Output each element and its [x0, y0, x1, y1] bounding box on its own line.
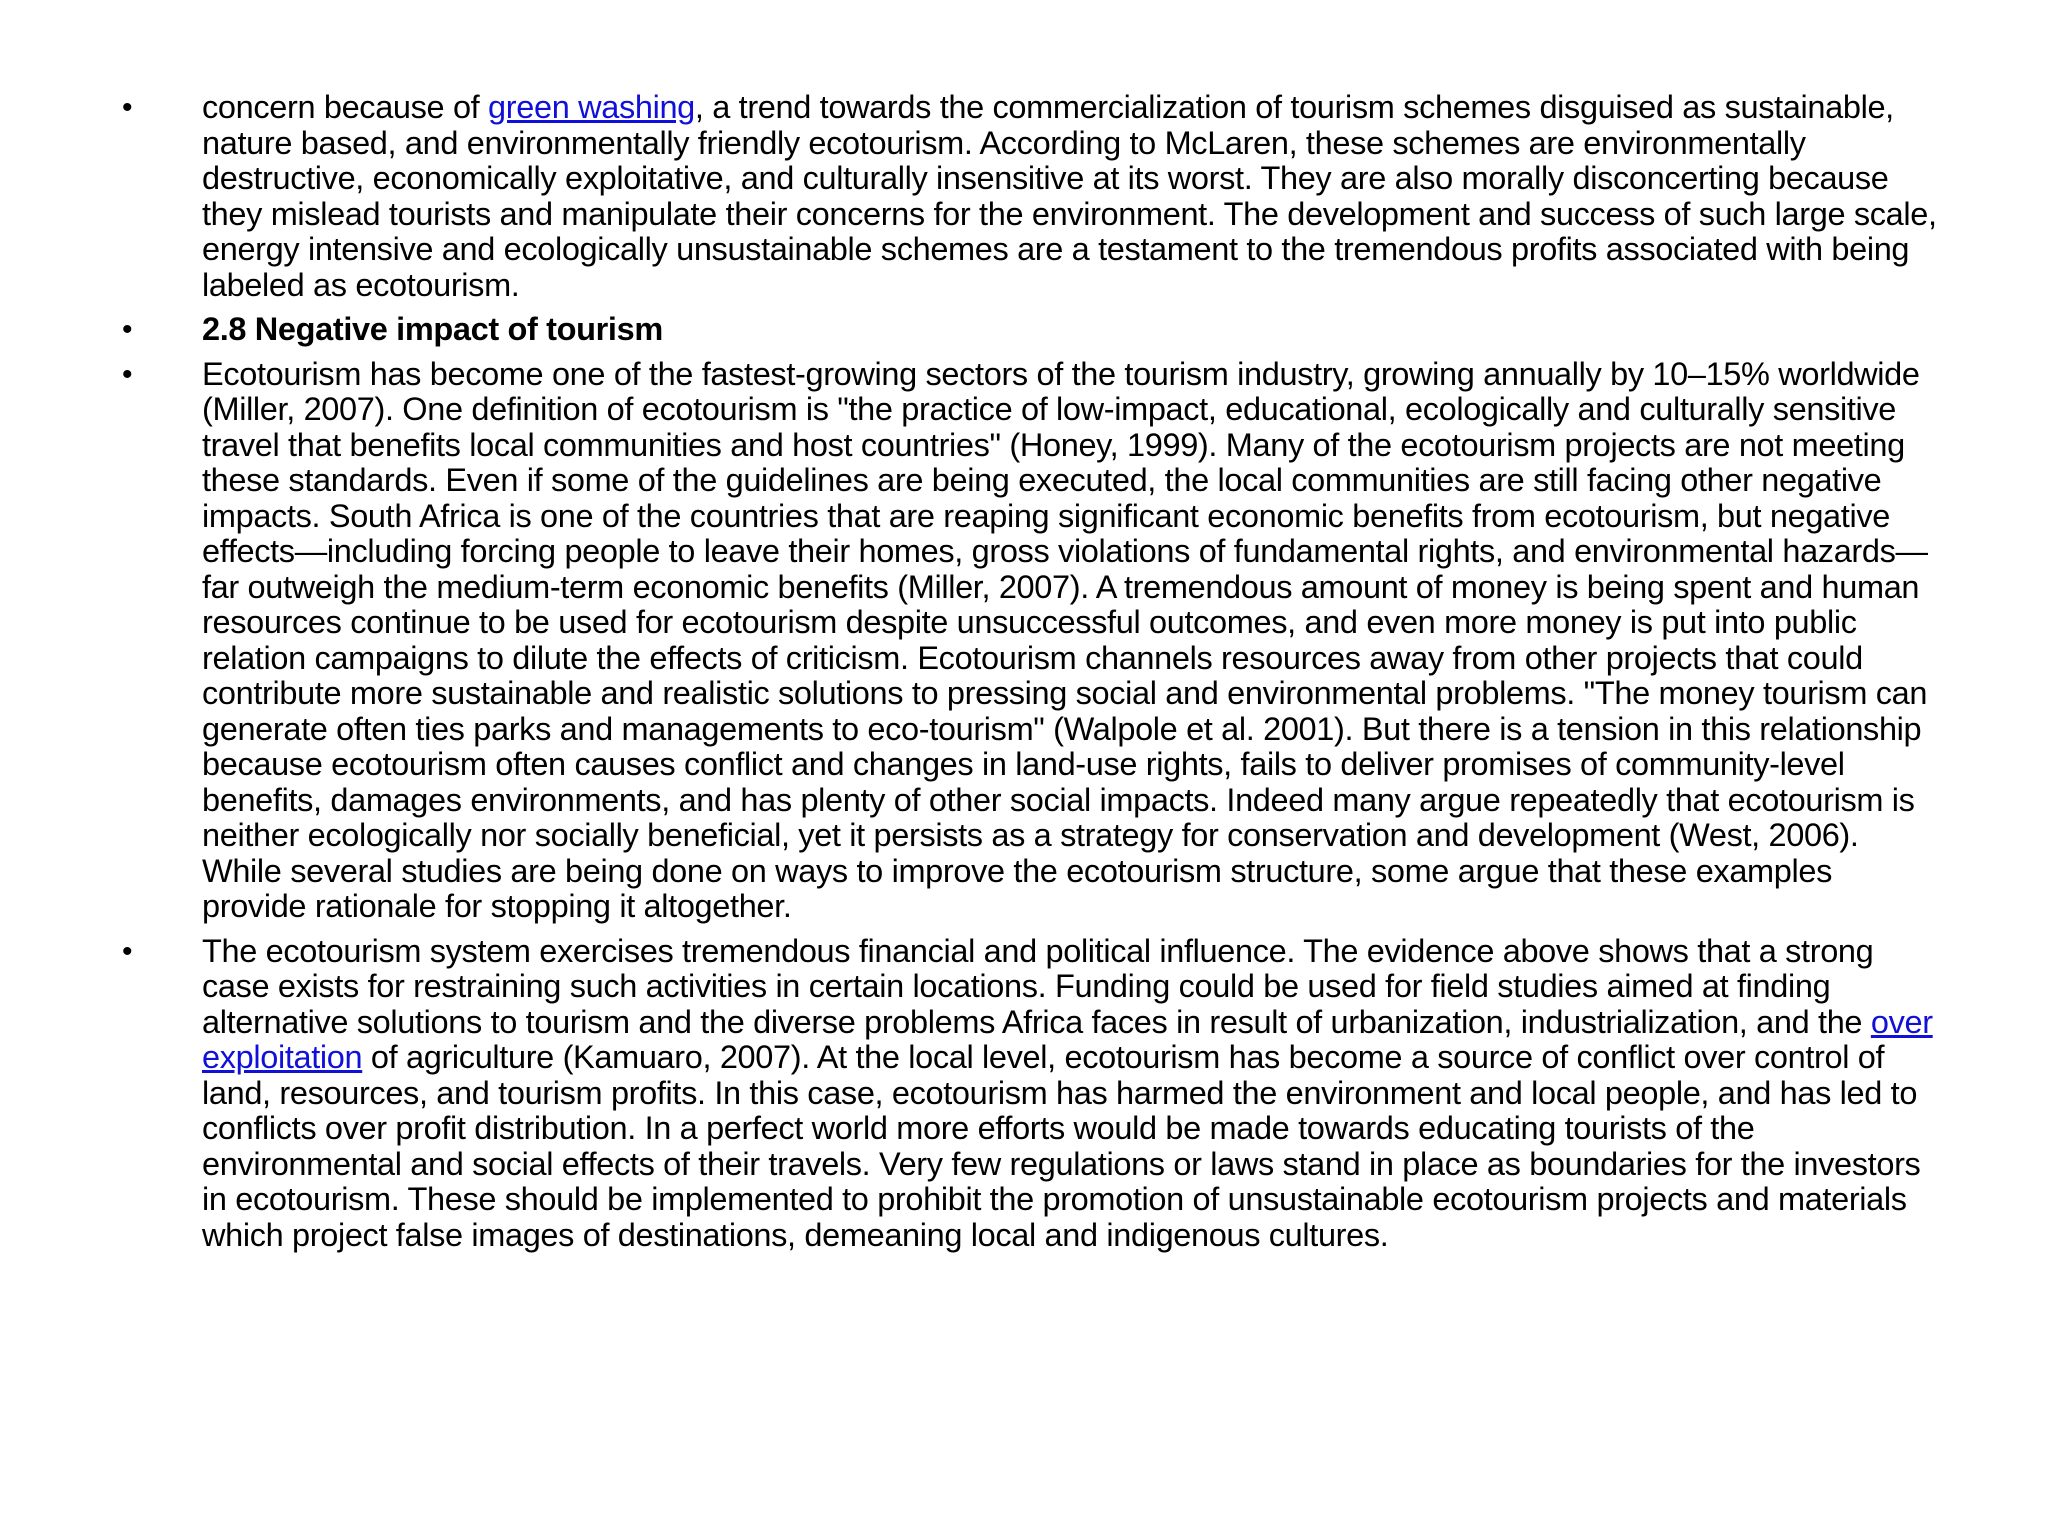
bullet-icon: • [122, 91, 133, 124]
bullet-icon: • [122, 934, 133, 968]
section-heading: 2.8 Negative impact of tourism [202, 311, 663, 347]
green-washing-link[interactable]: green washing [488, 89, 695, 125]
text-run: , a trend towards the commercialization of tourism schemes disguised as sustainable, nature based, and environmentally friendly ecotourism. According to McLaren, these schemes are environmentally destructive, economically exploitative, and culturally insensitive at its worst. They are also morally disconcerting because they mislead tourists and manipulate their concerns for the environment. The development and success of such large scale, energy intensive and ecologically unsustainable schemes are a testament to the tremendous profits associated with being labeled as ecotourism. [202, 89, 1937, 303]
bullet-icon: • [122, 313, 133, 346]
bullet-item-financial-influence [120, 934, 1940, 1254]
bullet-text: Ecotourism has become one of the fastest-growing sectors of the tourism industry, growing annually by 10–15% worldwide (Miller, 2007). One definition of ecotourism is "the practice of low-impact, educational, ecologically and culturally sensitive travel that benefits local communities and host countries" (Honey, 1999). Many of the ecotourism projects are not meeting these standards. Even if some of the guidelines are being executed, the local communities are still facing other negative impacts. South Africa is one of the countries that are reaping significant economic benefits from ecotourism, but negative effects—including forcing people to leave their homes, gross violations of fundamental rights, and environmental hazards—far outweigh the medium-term economic benefits (Miller, 2007). A tremendous amount of money is being spent and human resources continue to be used for ecotourism despite unsuccessful outcomes, and even more money is put into public relation campaigns to dilute the effects of criticism. Ecotourism channels resources away from other projects that could contribute more sustainable and realistic solutions to pressing social and environmental problems. "The money tourism can generate often ties parks and managements to eco-tourism" (Walpole et al. 2001). But there is a tension in this relationship because ecotourism often causes conflict and changes in land-use rights, fails to deliver promises of community-level benefits, damages environments, and has plenty of other social impacts. Indeed many argue repeatedly that ecotourism is neither ecologically nor socially beneficial, yet it persists as a strategy for conservation and development (West, 2006). While several studies are being done on ways to improve the ecotourism structure, some argue that these examples provide rationale for stopping it altogether. [202, 355, 1928, 924]
text-run: concern because of [202, 89, 489, 125]
bullet-icon: • [122, 357, 133, 391]
bullet-list [120, 90, 1940, 1262]
bullet-text [202, 90, 1940, 303]
over-exploitation-link[interactable]: over exploitation [202, 1003, 1933, 1075]
bullet-item-negative-impact [120, 357, 1940, 925]
text-run: of agriculture (Kamuaro, 2007). At the local level, ecotourism has become a source of conflict over control of land, resources, and tourism profits. In this case, ecotourism has harmed the environment and local people, and has led to conflicts over profit distribution. In a perfect world more efforts would be made towards educating tourists of the environmental and social effects of their travels. Very few regulations or laws stand in place as boundaries for the investors in ecotourism. These should be implemented to prohibit the promotion of unsustainable ecotourism projects and materials which project false images of destinations, demeaning local and indigenous cultures. [202, 1039, 1921, 1253]
bullet-item-green-washing [120, 90, 1940, 303]
text-run: The ecotourism system exercises tremendous financial and political influence. The evidence above shows that a strong case exists for restraining such activities in certain locations. Funding could be used for field studies aimed at finding alternative solutions to tourism and the diverse problems Africa faces in result of urbanization, industrialization, and the [202, 932, 1874, 1040]
bullet-text [202, 934, 1940, 1254]
bullet-item-heading [120, 312, 1940, 348]
